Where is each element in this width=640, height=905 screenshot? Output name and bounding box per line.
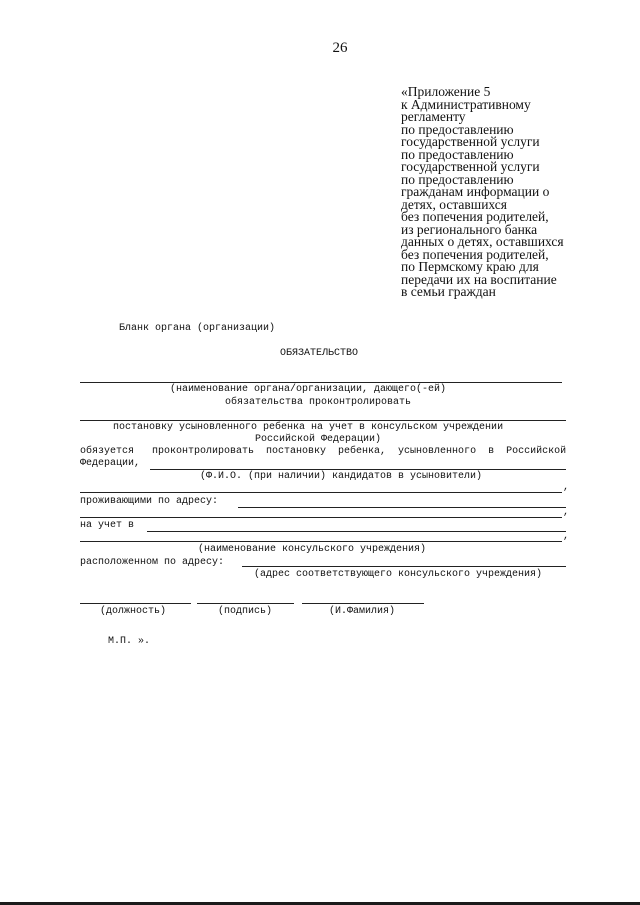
comma: ,	[563, 482, 570, 493]
org-caption-1: (наименование органа/организации, дающего(-ей)	[170, 384, 447, 395]
blank-label: Бланк органа (организации)	[119, 323, 276, 334]
postanovka-line-1: постановку усыновленного ребенка на учет в консульском учреждении	[113, 422, 504, 433]
appendix-line: по предоставлению	[401, 121, 514, 137]
comma: ,	[563, 507, 570, 518]
appendix-line: из регионального банка	[401, 221, 538, 237]
form-title: ОБЯЗАТЕЛЬСТВО	[280, 348, 359, 359]
fio-line-2	[80, 492, 562, 493]
na-uchet-line	[147, 531, 566, 532]
appendix-line: без попечения родителей,	[401, 246, 549, 262]
comma: ,	[563, 531, 570, 542]
position-line	[80, 603, 191, 604]
stamp-place: М.П. ».	[108, 636, 151, 647]
appendix-line: по Пермскому краю для	[401, 259, 539, 274]
federation-text: Федерации,	[80, 458, 141, 469]
position-caption: (должность)	[100, 606, 167, 617]
appendix-line: к Административному	[401, 96, 531, 112]
appendix-line: данных о детях, оставшихся	[401, 234, 564, 249]
org-name-line	[80, 382, 562, 383]
consulate-line	[80, 541, 562, 542]
org-name-line-2	[80, 420, 566, 421]
page-number: 26	[332, 40, 348, 56]
appendix-line: в семьи граждан	[401, 284, 496, 299]
appendix-line: детях, оставшихся	[401, 196, 507, 212]
consulate-caption: (наименование консульского учреждения)	[198, 544, 427, 555]
appendix-header	[401, 86, 564, 299]
signature-line	[197, 603, 294, 604]
located-label: расположенном по адресу:	[80, 557, 225, 568]
org-caption-2: обязательства проконтролировать	[225, 397, 412, 408]
appendix-line: без попечения родителей,	[401, 209, 549, 224]
appendix-line: по предоставлению	[401, 171, 514, 187]
fio-line	[150, 469, 566, 470]
fio-caption: (Ф.И.О. (при наличии) кандидатов в усыновители)	[200, 471, 483, 482]
name-caption: (И.Фамилия)	[329, 606, 396, 617]
na-uchet-label: на учет в	[80, 520, 135, 531]
address-line-2	[80, 517, 562, 518]
appendix-line: передачи их на воспитание	[401, 271, 557, 287]
appendix-line: по предоставлению	[401, 146, 514, 162]
postanovka-line-2: Российской Федерации)	[255, 434, 382, 445]
address-line	[238, 507, 566, 508]
appendix-line: регламенту	[401, 109, 466, 124]
appendix-line: гражданам информации о	[401, 184, 550, 199]
appendix-line: государственной услуги	[401, 134, 540, 149]
located-line	[242, 566, 566, 567]
address-label: проживающими по адресу:	[80, 496, 219, 507]
signature-caption: (подпись)	[218, 606, 273, 617]
appendix-line: государственной услуги	[401, 159, 540, 174]
name-line	[302, 603, 424, 604]
located-caption: (адрес соответствующего консульского учреждения)	[254, 569, 543, 580]
obligation-text: обязуется проконтролировать постановку ребенка, усыновленного в Российской	[80, 446, 567, 457]
appendix-line: «Приложение 5	[401, 84, 491, 99]
